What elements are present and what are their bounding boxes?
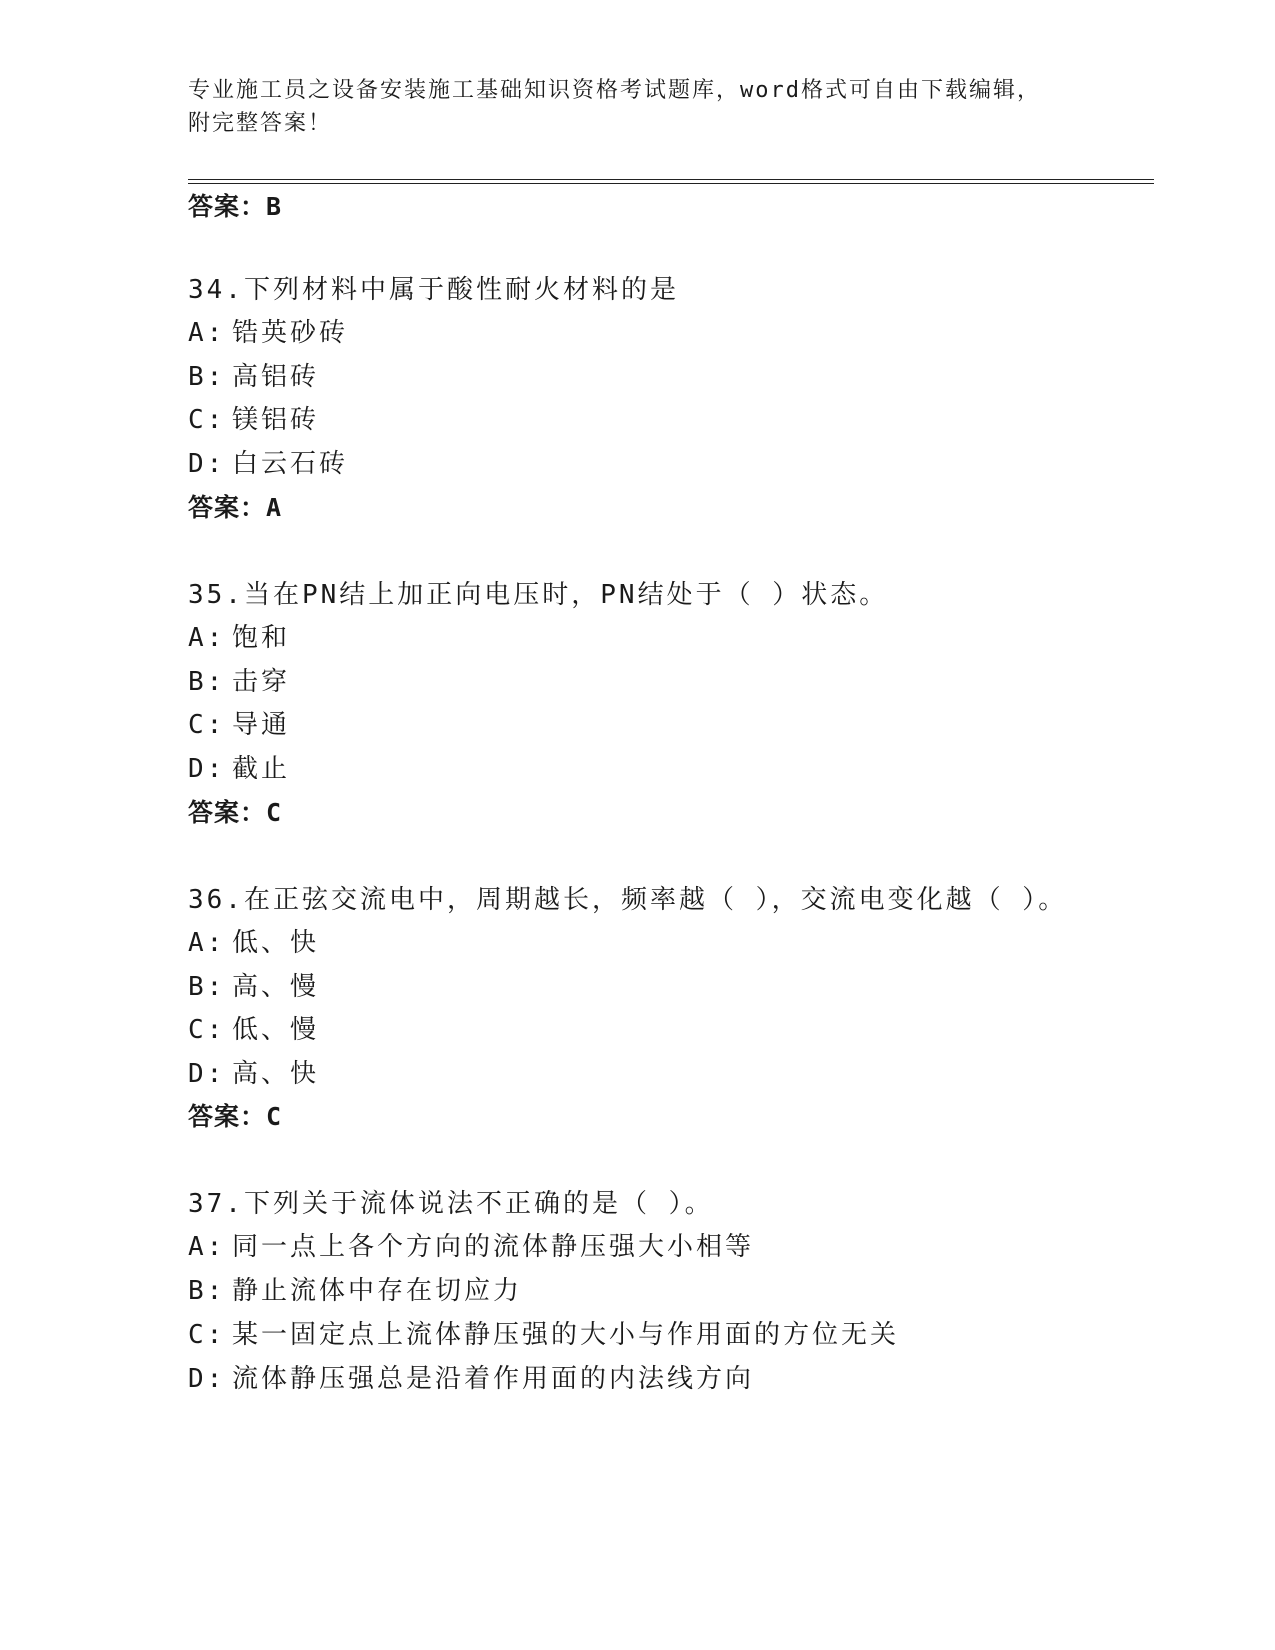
option-letter: C:: [188, 710, 226, 740]
option-text: 同一点上各个方向的流体静压强大小相等: [232, 1232, 755, 1262]
question-36-stem: 36.在正弦交流电中，周期越长，频率越（ ），交流电变化越（ ）。: [188, 885, 1068, 915]
question-37-option-a: [188, 1229, 754, 1265]
question-36-option-a: [188, 925, 319, 961]
option-letter: B:: [188, 362, 226, 392]
answer-33: 答案：B: [188, 192, 283, 221]
option-text: 饱和: [232, 623, 291, 653]
question-34-option-b: [188, 359, 319, 395]
option-letter: D:: [188, 1364, 226, 1394]
option-text: 低、慢: [232, 1015, 320, 1045]
answer-34: 答案：A: [188, 493, 283, 522]
option-text: 静止流体中存在切应力: [232, 1276, 523, 1306]
question-37-stem: 37.下列关于流体说法不正确的是（ ）。: [188, 1189, 714, 1219]
answer-35: 答案：C: [188, 798, 283, 827]
document-header: [188, 74, 1088, 140]
question-34-option-a: [188, 315, 348, 351]
header-line-2: 附完整答案！: [188, 111, 333, 136]
option-letter: D:: [188, 449, 226, 479]
option-text: 镁铝砖: [232, 405, 320, 435]
option-text: 白云石砖: [232, 449, 349, 479]
header-divider-top: [188, 179, 1154, 180]
question-37-option-d: [188, 1361, 754, 1397]
question-35-option-b: [188, 664, 290, 700]
question-37-option-c: [188, 1317, 899, 1353]
option-letter: C:: [188, 405, 226, 435]
option-text: 流体静压强总是沿着作用面的内法线方向: [232, 1364, 755, 1394]
question-34-option-d: [188, 446, 348, 482]
question-36-option-d: [188, 1056, 319, 1092]
option-text: 低、快: [232, 928, 320, 958]
option-letter: D:: [188, 1059, 226, 1089]
option-letter: A:: [188, 623, 226, 653]
answer-36: 答案：C: [188, 1102, 283, 1131]
option-text: 高、慢: [232, 972, 320, 1002]
option-letter: A:: [188, 318, 226, 348]
option-text: 导通: [232, 710, 291, 740]
option-letter: B:: [188, 972, 226, 1002]
option-text: 某一固定点上流体静压强的大小与作用面的方位无关: [232, 1320, 900, 1350]
option-letter: C:: [188, 1015, 226, 1045]
option-text: 截止: [232, 754, 291, 784]
question-35-option-d: [188, 751, 290, 787]
option-letter: B:: [188, 1276, 226, 1306]
option-letter: C:: [188, 1320, 226, 1350]
header-line-1: 专业施工员之设备安装施工基础知识资格考试题库，word格式可自由下载编辑，: [188, 78, 1041, 103]
option-letter: B:: [188, 667, 226, 697]
question-35-option-c: [188, 707, 290, 743]
question-37-option-b: [188, 1273, 522, 1309]
question-36-option-b: [188, 969, 319, 1005]
option-letter: D:: [188, 754, 226, 784]
option-text: 高铝砖: [232, 362, 320, 392]
question-36-option-c: [188, 1012, 319, 1048]
option-letter: A:: [188, 1232, 226, 1262]
option-text: 击穿: [232, 667, 291, 697]
question-35-option-a: [188, 620, 290, 656]
option-letter: A:: [188, 928, 226, 958]
header-divider-bottom: [188, 183, 1154, 184]
question-35-stem: 35.当在PN结上加正向电压时，PN结处于（ ）状态。: [188, 580, 889, 610]
question-34-option-c: [188, 402, 319, 438]
option-text: 高、快: [232, 1059, 320, 1089]
question-34-stem: 34.下列材料中属于酸性耐火材料的是: [188, 275, 679, 305]
option-text: 锆英砂砖: [232, 318, 349, 348]
